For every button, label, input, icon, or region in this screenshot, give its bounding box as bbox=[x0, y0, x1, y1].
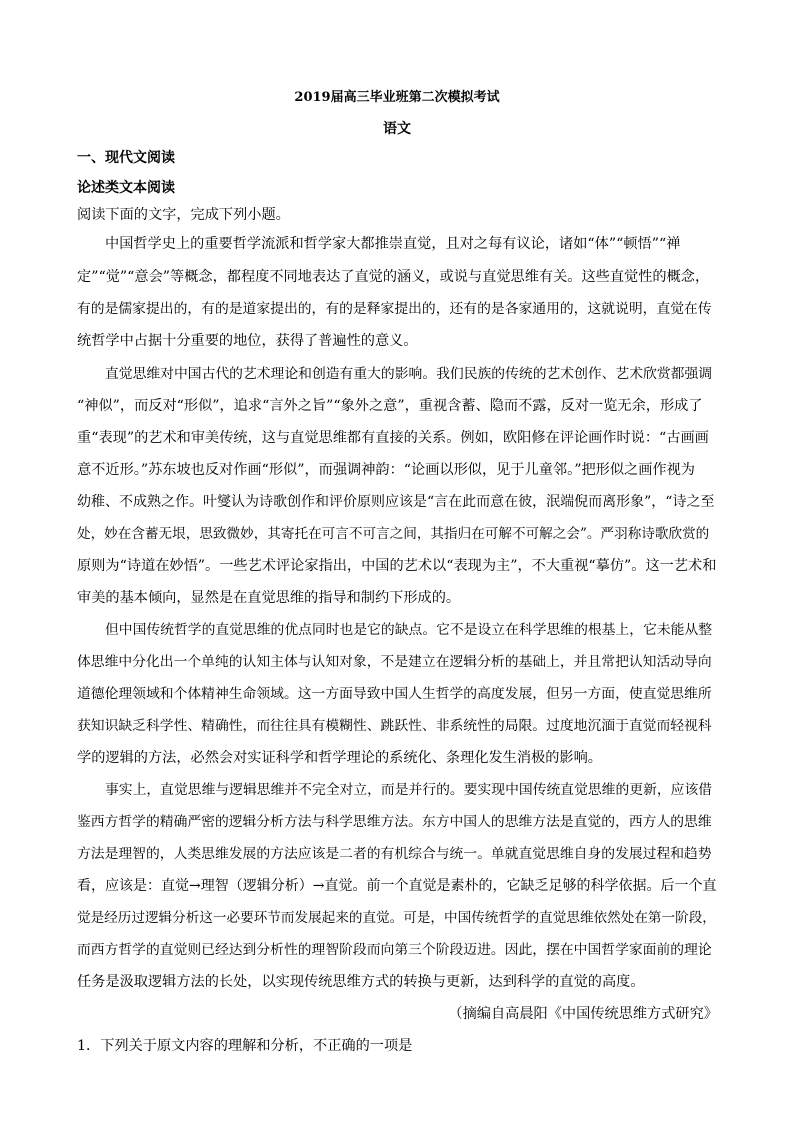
paragraph-line: 体思维中分化出一个单纯的认知主体与认知对象，不是建立在逻辑分析的基础上，并且常把认知活动导向 bbox=[77, 654, 712, 670]
paragraph-line: 处，妙在含蓄无垠，思致微妙，其寄托在可言不可言之间，其指归在可解不可解之会”。严羽称诗歌欣赏的 bbox=[77, 526, 710, 542]
paragraph-line: 幼稚、不成熟之作。叶燮认为诗歌创作和评价原则应该是“言在此而意在彼，泯端倪而离形象”，“诗之至 bbox=[77, 494, 715, 510]
paragraph-line: 事实上，直觉思维与逻辑思维并不完全对立，而是并行的。要实现中国传统直觉思维的更新，应该借 bbox=[105, 782, 713, 798]
paragraph-line: 有的是儒家提出的，有的是道家提出的，有的是释家提出的，还有的是各家通用的，这就说明，直觉在传 bbox=[77, 301, 712, 317]
paragraph-line: “神似”，而反对“形似”，追求“言外之旨”“象外之意”，重视含蓄、隐而不露，反对一览无余，形成了 bbox=[77, 398, 703, 414]
paragraph-line: 而西方哲学的直觉则已经达到分析性的理智阶段而向第三个阶段迈进。因此，摆在中国哲学家面前的理论 bbox=[77, 942, 712, 958]
paragraph-line: 道德伦理领域和个体精神生命领域。这一方面导致中国人生哲学的高度发展，但另一方面，使直觉思维所 bbox=[77, 686, 712, 702]
paragraph-line: 鉴西方哲学的精确严密的逻辑分析方法与科学思维方法。东方中国人的思维方法是直觉的，西方人的思维 bbox=[77, 814, 712, 830]
paragraph-line: 定”“觉”“意会”等概念，都程度不同地表达了直觉的涵义，或说与直觉思维有关。这些直觉性的概念， bbox=[77, 269, 710, 285]
paragraph-line: 统哲学中占据十分重要的地位，获得了普遍性的意义。 bbox=[77, 333, 418, 349]
paragraph-line: 中国哲学史上的重要哲学流派和哲学家大都推崇直觉，且对之每有议论，诸如“体”“顿悟”“禅 bbox=[105, 236, 681, 252]
paragraph-line: 方法是理智的，人类思维发展的方法应该是二者的有机综合与统一。单就直觉思维自身的发展过程和趋势 bbox=[77, 846, 712, 862]
exam-title: 2019届高三毕业班第二次模拟考试 bbox=[294, 90, 500, 105]
paragraph-line: 任务是汲取逻辑方法的长处，以实现传统思维方式的转换与更新，达到科学的直觉的高度。 bbox=[77, 974, 645, 990]
paragraph-line: 看，应该是：直觉→理智（逻辑分析）→直觉。前一个直觉是素朴的，它缺乏足够的科学依据。后一个直 bbox=[77, 878, 717, 894]
paragraph-line: 原则为“诗道在妙悟”。一些艺术评论家指出，中国的艺术以“表现为主”，不大重视“摹仿”。这一艺术和 bbox=[77, 558, 717, 574]
paragraph-line: 学的逻辑的方法，必然会对实证科学和哲学理论的系统化、条理化发生消极的影响。 bbox=[77, 750, 602, 766]
instruction-text: 阅读下面的文字，完成下列小题。 bbox=[77, 207, 290, 223]
source-citation: （摘编自高晨阳《中国传统思维方式研究》 bbox=[448, 1006, 718, 1022]
paragraph-line: 直觉思维对中国古代的艺术理论和创造有重大的影响。我们民族的传统的艺术创作、艺术欣赏都强调 bbox=[105, 366, 713, 382]
paragraph-line: 审美的基本倾向，显然是在直觉思维的指导和制约下形成的。 bbox=[77, 590, 461, 606]
paragraph-line: 但中国传统哲学的直觉思维的优点同时也是它的缺点。它不是设立在科学思维的根基上，它未能从整 bbox=[105, 622, 713, 638]
question-text: 1．下列关于原文内容的理解和分析，不正确的一项是 bbox=[77, 1038, 413, 1054]
paragraph-line: 获知识缺乏科学性、精确性，而往往具有模糊性、跳跃性、非系统性的局限。过度地沉湎于直觉而轻视科 bbox=[77, 718, 712, 734]
subsection-heading: 论述类文本阅读 bbox=[77, 180, 175, 196]
paragraph-line: 重“表现”的艺术和审美传统，这与直觉思维都有直接的关系。例如，欧阳修在评论画作时说：“古画画 bbox=[77, 430, 709, 446]
subject-title: 语文 bbox=[383, 121, 411, 137]
paragraph-line: 意不近形。”苏东坡也反对作画“形似”，而强调神韵：“论画以形似，见于儿童邻。”把形似之画作视为 bbox=[77, 462, 695, 478]
section-heading: 一、现代文阅读 bbox=[77, 150, 175, 166]
paragraph-line: 觉是经历过逻辑分析这一必要环节而发展起来的直觉。可是，中国传统哲学的直觉思维依然处在第一阶段， bbox=[77, 910, 716, 926]
